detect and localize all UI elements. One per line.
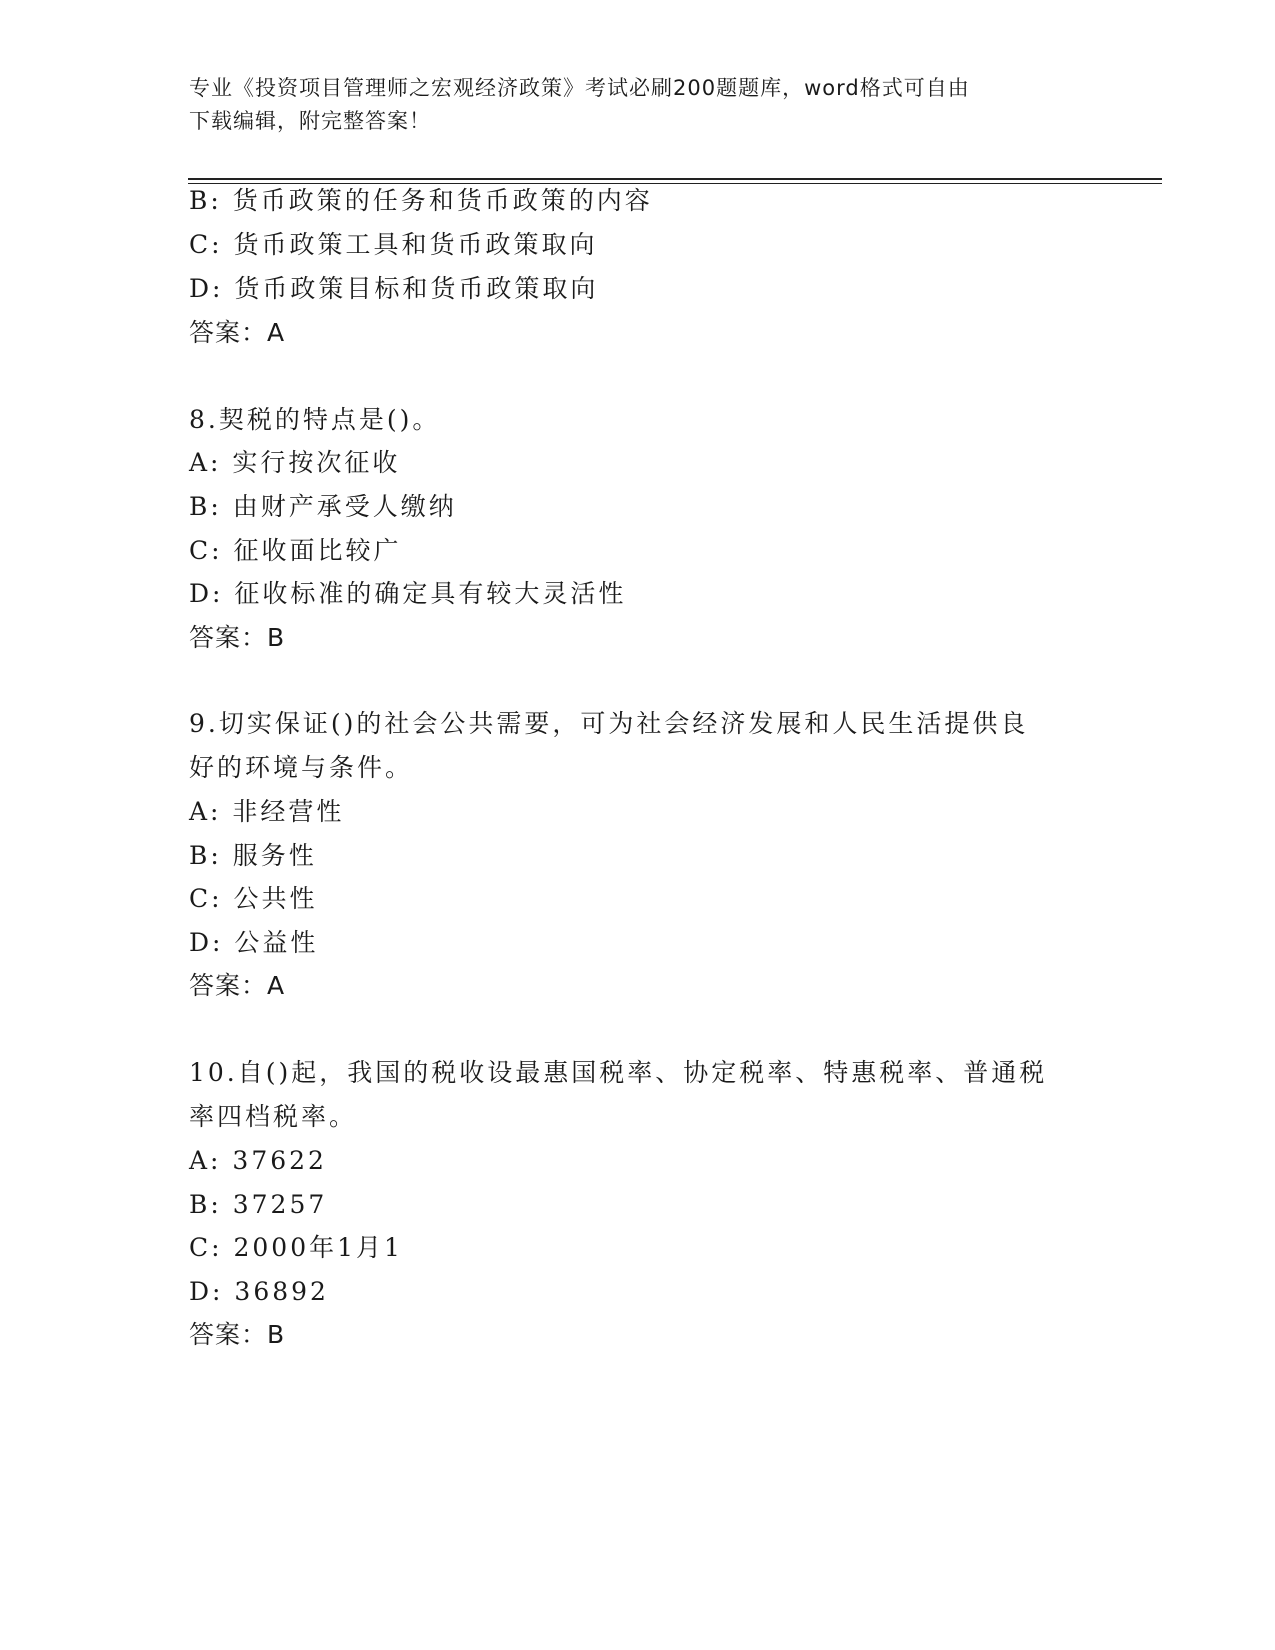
q7-answer: 答案：A bbox=[189, 318, 286, 347]
header-title-line-2: 下载编辑，附完整答案！ bbox=[189, 109, 431, 133]
q8-option-d: D: 征收标准的确定具有较大灵活性 bbox=[189, 579, 627, 608]
q8-option-a: A: 实行按次征收 bbox=[189, 448, 401, 477]
q8-option-b: B: 由财产承受人缴纳 bbox=[189, 492, 457, 521]
header-divider-thin bbox=[188, 183, 1162, 184]
q8-answer: 答案：B bbox=[189, 623, 286, 652]
q10-option-a: A: 37622 bbox=[189, 1146, 327, 1175]
q10-answer: 答案：B bbox=[189, 1320, 286, 1349]
q7-option-c: C: 货币政策工具和货币政策取向 bbox=[189, 230, 598, 259]
q9-stem-line-1: 9.切实保证()的社会公共需要，可为社会经济发展和人民生活提供良 bbox=[189, 709, 1029, 738]
document-header bbox=[189, 72, 1089, 138]
q7-option-d: D: 货币政策目标和货币政策取向 bbox=[189, 274, 599, 303]
q9-option-c: C: 公共性 bbox=[189, 884, 318, 913]
q9-answer: 答案：A bbox=[189, 971, 286, 1000]
q10-stem-line-1: 10.自()起，我国的税收设最惠国税率、协定税率、特惠税率、普通税 bbox=[189, 1058, 1048, 1087]
q9-option-a: A: 非经营性 bbox=[189, 797, 345, 826]
q8-option-c: C: 征收面比较广 bbox=[189, 536, 402, 565]
q8-stem: 8.契税的特点是()。 bbox=[189, 405, 441, 434]
q9-stem-line-2: 好的环境与条件。 bbox=[189, 753, 414, 782]
header-divider-thick bbox=[188, 178, 1162, 180]
q10-option-c: C: 2000年1月1 bbox=[189, 1233, 403, 1262]
header-title-line-1: 专业《投资项目管理师之宏观经济政策》考试必刷200题题库，word格式可自由 bbox=[189, 76, 970, 100]
q9-option-b: B: 服务性 bbox=[189, 841, 317, 870]
q10-option-d: D: 36892 bbox=[189, 1277, 329, 1306]
q10-option-b: B: 37257 bbox=[189, 1190, 328, 1219]
q9-option-d: D: 公益性 bbox=[189, 928, 319, 957]
q10-stem-line-2: 率四档税率。 bbox=[189, 1102, 358, 1131]
q7-option-b: B: 货币政策的任务和货币政策的内容 bbox=[189, 186, 653, 215]
